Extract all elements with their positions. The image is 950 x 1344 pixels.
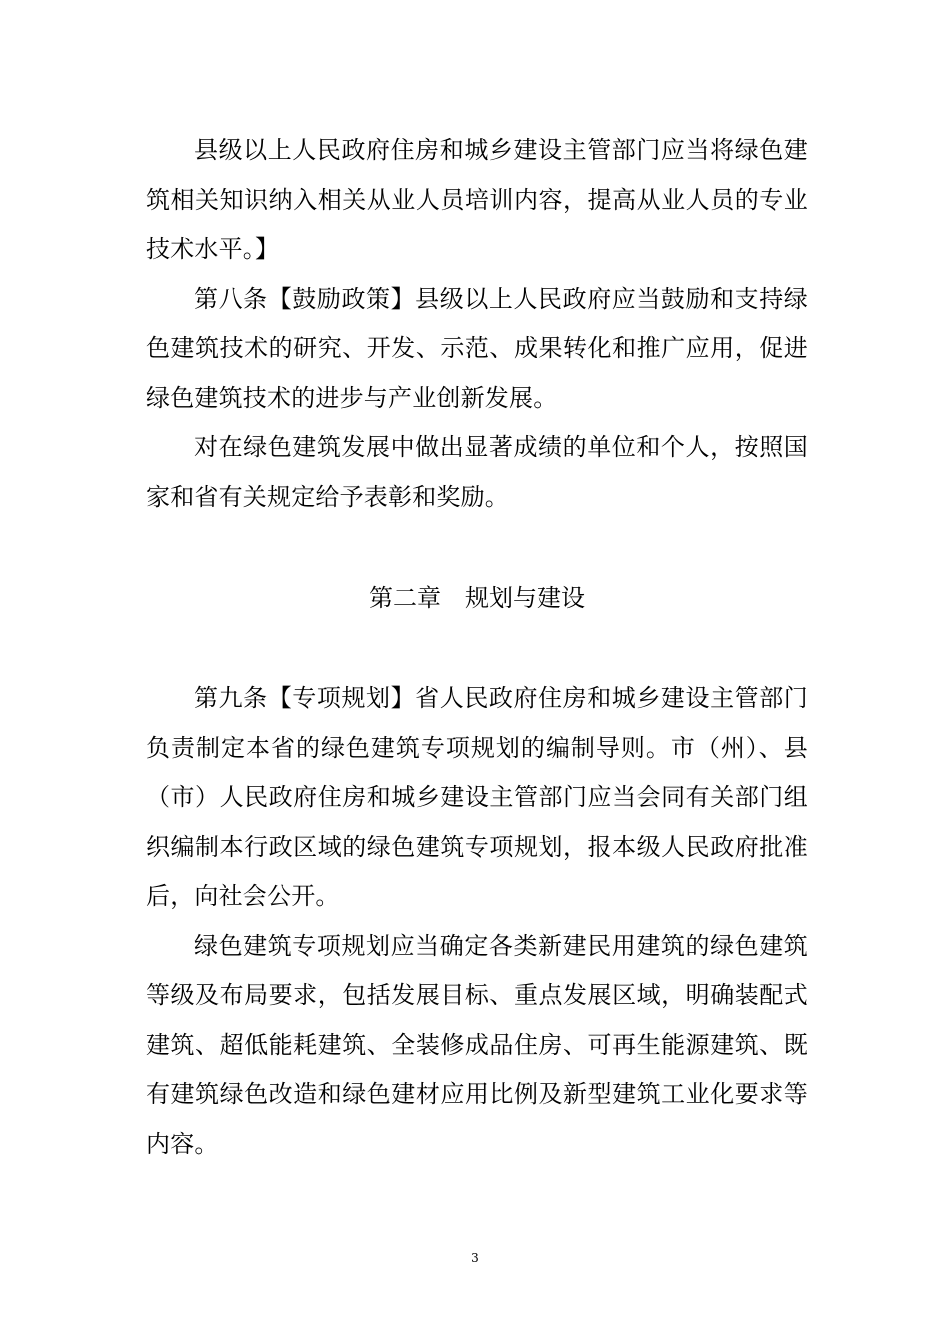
chapter-title: 第二章 规划与建设 (369, 584, 585, 612)
paragraph-article-8: 第八条【鼓励政策】县级以上人民政府应当鼓励和支持绿色建筑技术的研究、开发、示范、成果转化和推广应用，促进绿色建筑技术的进步与产业创新发展。 (146, 284, 808, 412)
paragraph-article-9: 第九条【专项规划】省人民政府住房和城乡建设主管部门负责制定本省的绿色建筑专项规划的编制导则。市（州）、县（市）人民政府住房和城乡建设主管部门应当会同有关部门组织编制本行政区域的绿色建筑专项规划，报本级人民政府批准后，向社会公开。 (146, 684, 808, 910)
paragraph-planning-content: 绿色建筑专项规划应当确定各类新建民用建筑的绿色建筑等级及布局要求，包括发展目标、重点发展区域，明确装配式建筑、超低能耗建筑、全装修成品住房、可再生能源建筑、既有建筑绿色改造和绿色建材应用比例及新型建筑工业化要求等内容。 (146, 931, 808, 1158)
paragraph-training: 县级以上人民政府住房和城乡建设主管部门应当将绿色建筑相关知识纳入相关从业人员培训内容，提高从业人员的专业技术水平。】 (146, 136, 808, 263)
page-number: 3 (471, 1251, 479, 1265)
section-1-text (146, 126, 808, 522)
section-2-text (146, 674, 808, 1169)
paragraph-awards: 对在绿色建筑发展中做出显著成绩的单位和个人，按照国家和省有关规定给予表彰和奖励。 (146, 433, 808, 511)
